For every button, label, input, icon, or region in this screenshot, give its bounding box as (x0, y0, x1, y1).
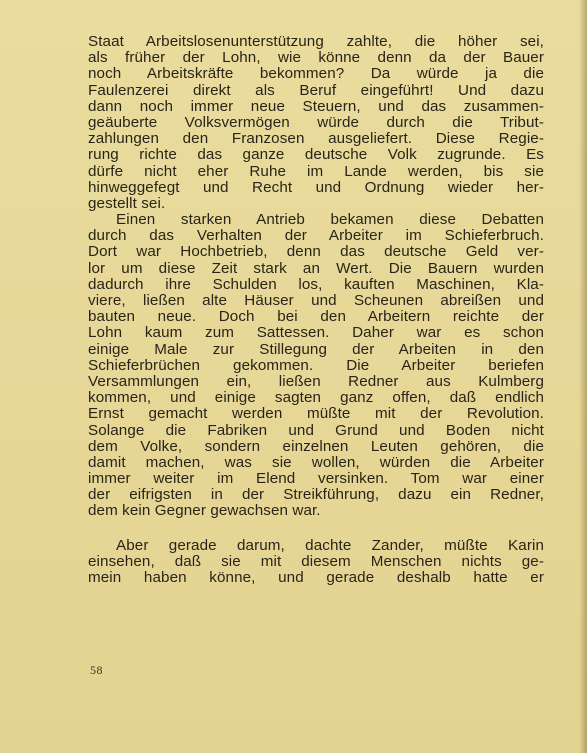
text-line: einsehen, daß sie mit diesem Menschen nichts ge- (88, 552, 544, 570)
text-line: der eifrigsten in der Streikführung, dazu ein Redner, (88, 486, 544, 504)
text-line: Versammlungen ein, ließen Redner aus Kulmberg (88, 372, 544, 390)
text-line: lor um diese Zeit stark an Wert. Die Bauern wurden (88, 259, 544, 277)
text-line: viere, ließen alte Häuser und Scheunen abreißen und (88, 292, 544, 309)
text-line: kommen, und einige sagten ganz offen, daß endlich (88, 389, 544, 407)
text-line: dem Volke, sondern einzelnen Leuten gehören, die (88, 437, 544, 455)
text-line: dadurch ihre Schulden los, kauften Maschinen, Kla- (88, 275, 544, 293)
text-line: geäuberte Volksvermögen würde durch die Tribut- (88, 113, 544, 131)
text-line: zahlungen den Franzosen ausgeliefert. Diese Regie- (88, 130, 544, 148)
body-text (88, 34, 544, 586)
text-line: immer weiter im Elend versinken. Tom war einer (88, 470, 544, 488)
page-edge-shadow (579, 0, 587, 753)
text-line: einige Male zur Stillegung der Arbeiten in den (88, 340, 544, 358)
text-line: Staat Arbeitslosenunterstützung zahlte, die höher sei, (88, 33, 544, 50)
text-line: als früher der Lohn, wie könne denn da der Bauer (88, 49, 544, 67)
text-line: Einen starken Antrieb bekamen diese Debatten (116, 211, 544, 229)
text-line: rung richte das ganze deutsche Volk zugrunde. Es (88, 146, 544, 164)
text-line: mein haben könne, und gerade deshalb hatte er (88, 569, 544, 586)
paragraph-3 (88, 538, 544, 587)
text-line: dann noch immer neue Steuern, und das zusammen- (88, 97, 544, 115)
text-line: hinweggefegt und Recht und Ordnung wieder her- (88, 178, 544, 196)
text-line: Ernst gemacht werden müßte mit der Revolution. (88, 405, 544, 423)
text-line: Faulenzerei direkt als Beruf eingeführt! Und dazu (88, 81, 544, 99)
paragraph-gap (88, 520, 544, 538)
text-line: Schieferbrüchen gekommen. Die Arbeiter beriefen (88, 356, 544, 374)
text-line: gestellt sei. (88, 194, 166, 212)
text-line: noch Arbeitskräfte bekommen? Da würde ja die (88, 65, 544, 83)
page-number: 58 (90, 663, 103, 677)
paragraph-2 (88, 212, 544, 520)
text-line: damit machen, was sie wollen, würden die Arbeiter (88, 453, 544, 471)
text-line: Aber gerade darum, dachte Zander, müßte Karin (116, 536, 544, 554)
text-line: durch das Verhalten der Arbeiter im Schieferbruch. (88, 227, 544, 245)
paragraph-1 (88, 34, 544, 212)
text-line: Dort war Hochbetrieb, denn das deutsche Geld ver- (88, 243, 544, 261)
text-line: dürfe nicht eher Ruhe im Lande werden, bis sie (88, 162, 544, 180)
text-line: bauten neue. Doch bei den Arbeitern reichte der (88, 308, 544, 326)
text-line: Solange die Fabriken und Grund und Boden nicht (88, 421, 544, 439)
text-line: Lohn kaum zum Sattessen. Daher war es schon (88, 324, 544, 342)
text-line: dem kein Gegner gewachsen war. (88, 502, 321, 520)
